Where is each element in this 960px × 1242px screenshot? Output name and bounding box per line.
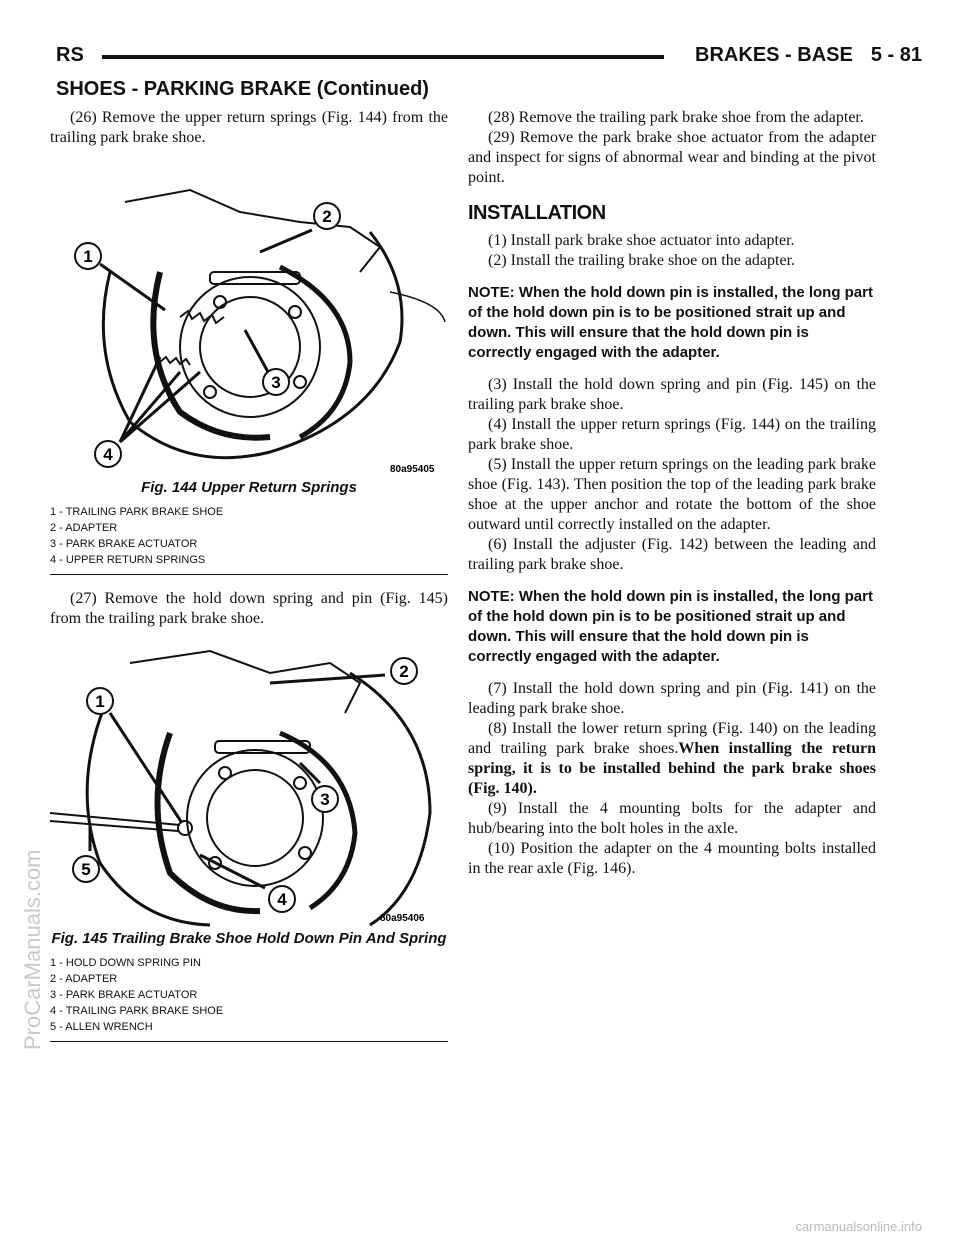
install-step-2: (2) Install the trailing brake shoe on the adapter. — [488, 252, 796, 269]
left-column — [50, 108, 448, 1042]
figure-144-caption: Fig. 144 Upper Return Springs — [141, 479, 357, 496]
page-header — [56, 44, 922, 70]
fig144-callout-4: 4 — [103, 445, 113, 464]
footer-watermark: carmanualsonline.info — [795, 1219, 922, 1234]
figure-145 — [50, 633, 448, 1042]
fig145-callout-2: 2 — [399, 662, 409, 681]
install-step-10: (10) Position the adapter on the 4 mounting bolts installed in the rear axle (Fig. 146). — [468, 840, 876, 877]
figure-144 — [50, 152, 448, 575]
install-step-6: (6) Install the adjuster (Fig. 142) between the leading and trailing park brake shoe. — [468, 536, 876, 573]
right-column — [468, 108, 876, 879]
step-28: (28) Remove the trailing park brake shoe from the adapter. — [488, 109, 864, 126]
header-rule — [102, 55, 664, 59]
install-step-3: (3) Install the hold down spring and pin (Fig. 145) on the trailing park brake shoe. — [468, 376, 876, 413]
figure-144-illustration — [50, 152, 448, 476]
legend-item: 3 - PARK BRAKE ACTUATOR — [50, 989, 198, 1001]
figure-145-caption: Fig. 145 Trailing Brake Shoe Hold Down Pin And Spring — [51, 930, 447, 947]
legend-item: 3 - PARK BRAKE ACTUATOR — [50, 538, 198, 550]
step-26: (26) Remove the upper return springs (Fig. 144) from the trailing park brake shoe. — [50, 109, 448, 146]
legend-item: 4 - UPPER RETURN SPRINGS — [50, 554, 206, 566]
header-page-number: 5 - 81 — [870, 44, 922, 66]
header-section: BRAKES - BASE — [695, 44, 853, 66]
figure-144-legend — [50, 504, 448, 568]
install-step-7: (7) Install the hold down spring and pin (Fig. 141) on the leading park brake shoe. — [468, 680, 876, 717]
legend-item: 4 - TRAILING PARK BRAKE SHOE — [50, 1005, 224, 1017]
install-step-8-text: (8) Install the lower return spring (Fig. 140) on the leading and trailing park brake shoes. — [468, 720, 876, 757]
side-watermark-text: ProCarManuals.com — [20, 849, 45, 1050]
fig144-callout-1: 1 — [83, 247, 93, 266]
install-step-8-emphasis: When installing the return spring, it is to be installed behind the park brake shoes (Fig. 140). — [468, 740, 877, 797]
legend-item: 2 - ADAPTER — [50, 973, 118, 985]
fig144-callout-3: 3 — [271, 373, 281, 392]
fig145-callout-3: 3 — [320, 790, 330, 809]
legend-item: 5 - ALLEN WRENCH — [50, 1021, 153, 1033]
install-step-4: (4) Install the upper return springs (Fig. 144) on the trailing park brake shoe. — [468, 416, 876, 453]
step-29: (29) Remove the park brake shoe actuator from the adapter and inspect for signs of abnormal wear and binding at the pivot point. — [468, 129, 876, 186]
header-model: RS — [56, 44, 84, 66]
figure-145-illustration — [50, 633, 448, 927]
header-right — [695, 44, 922, 67]
legend-item: 1 - HOLD DOWN SPRING PIN — [50, 957, 201, 969]
legend-divider — [50, 574, 448, 575]
install-step-9: (9) Install the 4 mounting bolts for the adapter and hub/bearing into the bolt holes in the axle. — [468, 800, 876, 837]
fig145-code: 80a95406 — [380, 913, 425, 924]
step-27: (27) Remove the hold down spring and pin (Fig. 145) from the trailing park brake shoe. — [50, 590, 448, 627]
fig145-callout-4: 4 — [277, 890, 287, 909]
note-1: NOTE: When the hold down pin is installed, the long part of the hold down pin is to be positioned strait up and down. This will ensure that the hold down pin is correctly engaged with the adapter. — [468, 284, 873, 361]
install-step-8 — [468, 719, 876, 799]
legend-item: 2 - ADAPTER — [50, 522, 118, 534]
side-watermark — [20, 620, 60, 1220]
legend-divider — [50, 1041, 448, 1042]
fig145-callout-5: 5 — [81, 860, 91, 879]
installation-heading: INSTALLATION — [468, 202, 606, 224]
install-step-5: (5) Install the upper return springs on the leading park brake shoe (Fig. 143). Then position the top of the leading park brake shoe at the upper anchor and rotate the bottom of the shoe outward until correctly installed on the adapter. — [468, 456, 876, 533]
fig144-callout-2: 2 — [322, 207, 332, 226]
legend-item: 1 - TRAILING PARK BRAKE SHOE — [50, 506, 224, 518]
figure-145-legend — [50, 955, 448, 1035]
fig145-callout-1: 1 — [95, 692, 105, 711]
section-title: SHOES - PARKING BRAKE (Continued) — [56, 78, 429, 100]
fig144-code: 80a95405 — [390, 464, 435, 475]
install-step-1: (1) Install park brake shoe actuator into adapter. — [488, 232, 795, 249]
note-2: NOTE: When the hold down pin is installed, the long part of the hold down pin is to be positioned strait up and down. This will ensure that the hold down pin is correctly engaged with the adapter. — [468, 588, 873, 665]
